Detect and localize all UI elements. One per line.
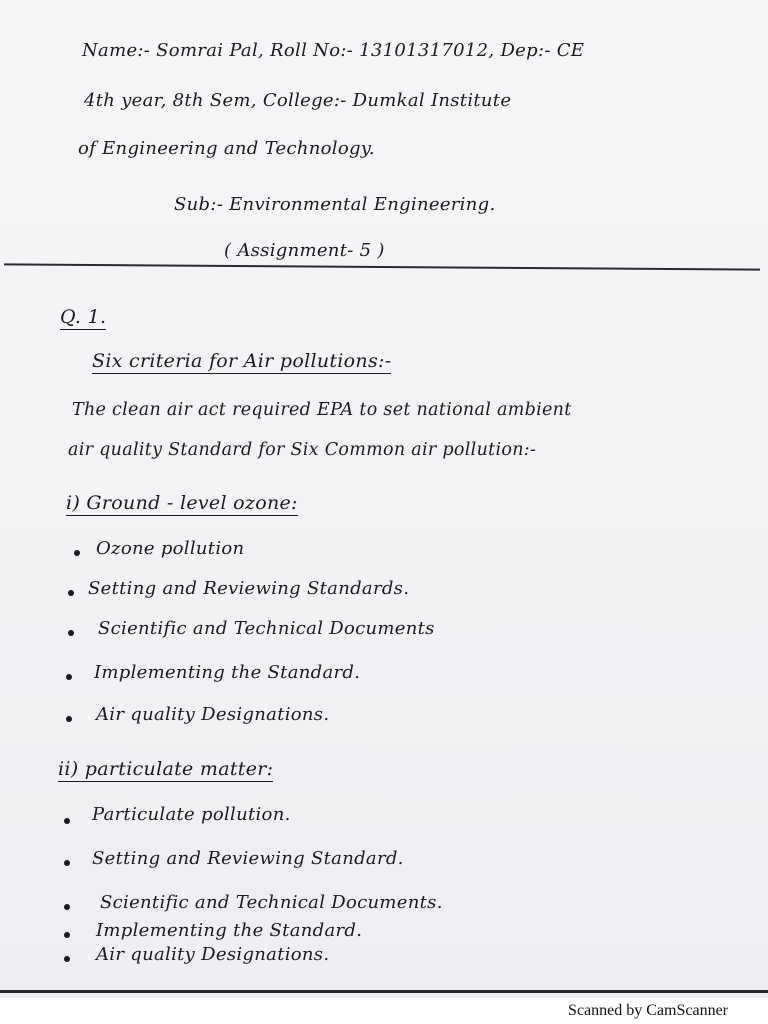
list-item: Implementing the Standard.: [94, 662, 361, 683]
header-divider: [4, 263, 760, 270]
bullet-icon: [66, 716, 72, 722]
list-item: Air quality Designations.: [96, 704, 330, 725]
list-item: Particulate pollution.: [92, 804, 291, 825]
bullet-icon: [66, 674, 72, 680]
section-title-ozone: [66, 492, 298, 514]
question-number: Q. 1.: [60, 306, 107, 328]
student-details-line: Name:- Somrai Pal, Roll No:- 13101317012, Dep:- CE: [82, 40, 585, 61]
bullet-icon: [64, 818, 70, 824]
subject-line: Sub:- Environmental Engineering.: [174, 194, 496, 215]
bullet-icon: [64, 932, 70, 938]
question-heading: Six criteria for Air pollutions:-: [92, 350, 392, 372]
college-name-line: of Engineering and Technology.: [78, 138, 375, 159]
scanner-credit: Scanned by CamScanner: [568, 1002, 728, 1019]
intro-text-line-1: The clean air act required EPA to set national ambient: [72, 400, 572, 420]
section-title-text: i) Ground - level ozone:: [66, 492, 298, 514]
bullet-icon: [68, 630, 74, 636]
section-title-particulate: [58, 758, 273, 780]
bullet-icon: [64, 956, 70, 962]
assignment-label: ( Assignment- 5 ): [224, 240, 385, 261]
list-item: Setting and Reviewing Standards.: [88, 578, 410, 599]
list-item: Implementing the Standard.: [96, 920, 363, 941]
intro-text-line-2: air quality Standard for Six Common air pollution:-: [68, 440, 537, 460]
bullet-icon: [64, 904, 70, 910]
bullet-icon: [64, 860, 70, 866]
page-bottom-edge: [0, 990, 768, 993]
list-item: Scientific and Technical Documents.: [100, 892, 443, 913]
list-item: Setting and Reviewing Standard.: [92, 848, 404, 869]
section-title-text: ii) particulate matter:: [58, 758, 274, 780]
list-item: Ozone pollution: [96, 538, 245, 559]
bullet-icon: [74, 550, 80, 556]
bullet-icon: [68, 590, 74, 596]
list-item: Scientific and Technical Documents: [98, 618, 435, 639]
list-item: Air quality Designations.: [96, 944, 330, 965]
year-college-line: 4th year, 8th Sem, College:- Dumkal Institute: [84, 90, 512, 111]
